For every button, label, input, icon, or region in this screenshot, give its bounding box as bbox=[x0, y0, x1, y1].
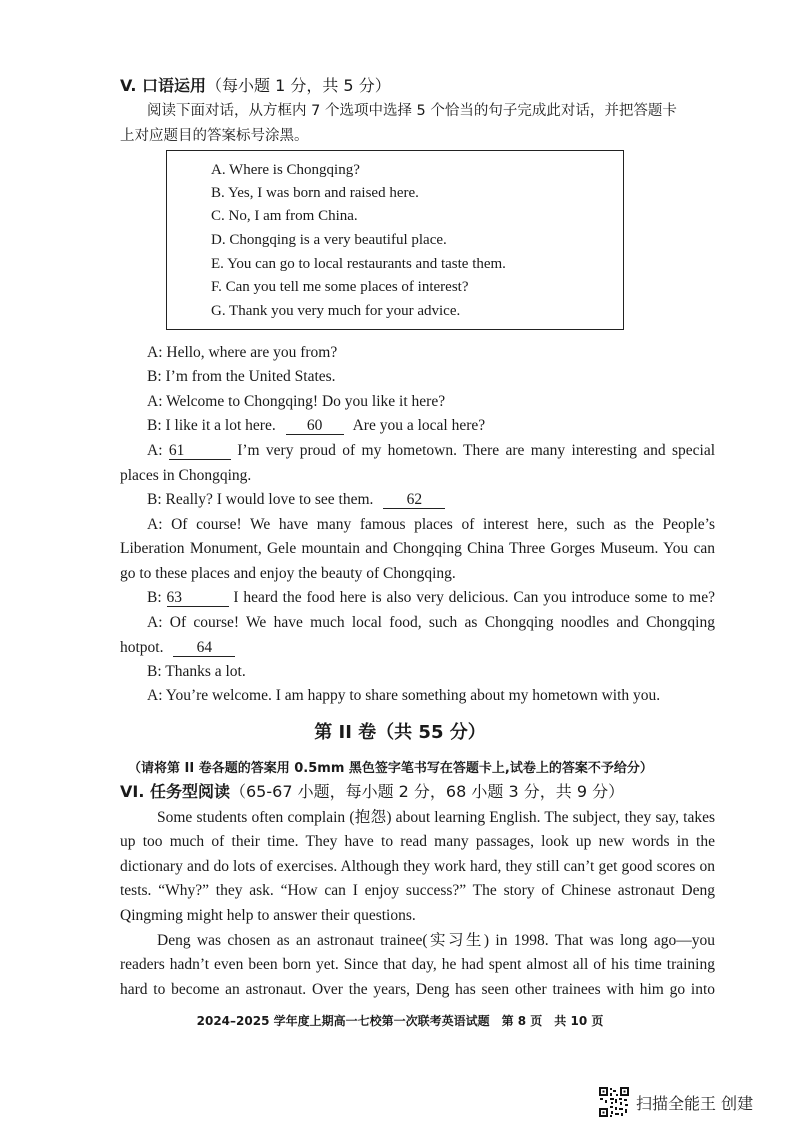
answer-blank-61: 61 bbox=[169, 442, 231, 460]
dialogue-line bbox=[147, 588, 715, 608]
passage-line: dictionary and do lots of exercises. Although they work hard, they still can’t get good scores on bbox=[120, 858, 715, 875]
dialogue-text: Are you a local here? bbox=[352, 417, 486, 434]
option-d: D. Chongqing is a very beautiful place. bbox=[211, 232, 447, 248]
section6-heading-main: VI. 任务型阅读 bbox=[120, 782, 230, 801]
option-a: A. Where is Chongqing? bbox=[211, 162, 360, 178]
passage-line: Qingming might help to answer their questions. bbox=[120, 907, 416, 924]
passage-line: readers hadn’t even been born yet. Since that day, he had spent almost all of his time training bbox=[120, 956, 715, 973]
dialogue-text: A: bbox=[147, 442, 163, 459]
dialogue-line: places in Chongqing. bbox=[120, 467, 252, 484]
part2-title: 第 II 卷（共 55 分） bbox=[314, 722, 486, 743]
option-c: C. No, I am from China. bbox=[211, 208, 358, 224]
dialogue-line: A: Welcome to Chongqing! Do you like it here? bbox=[147, 393, 446, 410]
passage-line: Some students often complain (抱怨) about learning English. The subject, they say, takes bbox=[157, 809, 715, 826]
option-g: G. Thank you very much for your advice. bbox=[211, 303, 461, 319]
dialogue-text: B: I like it a lot here. bbox=[147, 417, 276, 434]
dialogue-line: A: Hello, where are you from? bbox=[147, 344, 338, 361]
passage-line: tests. “Why?” they ask. “How can I enjoy success?” The story of Chinese astronaut Deng bbox=[120, 882, 715, 899]
section5-heading-main: V. 口语运用 bbox=[120, 76, 206, 95]
answer-blank-60: 60 bbox=[286, 417, 344, 435]
section5-instruction-1: 阅读下面对话，从方框内 7 个选项中选择 5 个恰当的句子完成此对话，并把答题卡 bbox=[147, 103, 677, 119]
section5-heading bbox=[120, 76, 391, 96]
dialogue-line: B: I’m from the United States. bbox=[147, 368, 336, 385]
option-e: E. You can go to local restaurants and taste them. bbox=[211, 256, 506, 272]
answer-blank-62: 62 bbox=[383, 491, 445, 509]
part2-note: （请将第 II 卷各题的答案用 0.5mm 黑色签字笔书写在答题卡上,试卷上的答案不予给分） bbox=[128, 761, 653, 776]
passage-line: Deng was chosen as an astronaut trainee(实习生) in 1998. That was long ago—you bbox=[157, 932, 715, 949]
page-footer: 2024–2025 学年度上期高一七校第一次联考英语试题 第 8 页 共 10 页 bbox=[196, 1014, 604, 1028]
dialogue-line bbox=[147, 490, 445, 510]
section5-instruction-2: 上对应题目的答案标号涂黑。 bbox=[120, 128, 309, 144]
dialogue-line bbox=[147, 441, 715, 461]
dialogue-text: hotpot. bbox=[120, 639, 164, 656]
dialogue-line bbox=[147, 416, 485, 436]
dialogue-text: I heard the food here is also very delicious. Can you introduce some to me? bbox=[233, 589, 715, 606]
answer-blank-64: 64 bbox=[173, 639, 235, 657]
section6-heading bbox=[120, 782, 624, 802]
dialogue-line: B: Thanks a lot. bbox=[147, 663, 246, 680]
option-f: F. Can you tell me some places of interest? bbox=[211, 279, 469, 295]
dialogue-line: Liberation Monument, Gele mountain and Chongqing China Three Gorges Museum. You can bbox=[120, 540, 715, 557]
dialogue-text: B: bbox=[147, 589, 162, 606]
scanner-watermark bbox=[598, 1086, 753, 1118]
passage-line: up too much of their time. They have to read many passages, look up new words in the bbox=[120, 833, 715, 850]
watermark-text: 扫描全能王 创建 bbox=[636, 1093, 754, 1113]
dialogue-line: A: Of course! We have many famous places of interest here, such as the People’s bbox=[147, 516, 715, 533]
option-b: B. Yes, I was born and raised here. bbox=[211, 185, 419, 201]
passage-line: hard to become an astronaut. Over the years, Deng has seen other trainees with him go into bbox=[120, 981, 715, 998]
dialogue-line: A: Of course! We have much local food, such as Chongqing noodles and Chongqing bbox=[147, 614, 715, 631]
options-box bbox=[166, 150, 624, 330]
answer-blank-63: 63 bbox=[167, 589, 229, 607]
section6-heading-sub: （65-67 小题，每小题 2 分，68 小题 3 分，共 9 分） bbox=[230, 782, 625, 801]
section5-heading-sub: （每小题 1 分，共 5 分） bbox=[205, 76, 391, 95]
dialogue-text: I’m very proud of my hometown. There are many interesting and special bbox=[237, 442, 716, 459]
qr-code-icon bbox=[598, 1086, 630, 1118]
dialogue-text: B: Really? I would love to see them. bbox=[147, 491, 374, 508]
dialogue-line: A: You’re welcome. I am happy to share something about my hometown with you. bbox=[147, 687, 661, 704]
dialogue-line: go to these places and enjoy the beauty of Chongqing. bbox=[120, 565, 456, 582]
dialogue-line bbox=[120, 638, 235, 658]
